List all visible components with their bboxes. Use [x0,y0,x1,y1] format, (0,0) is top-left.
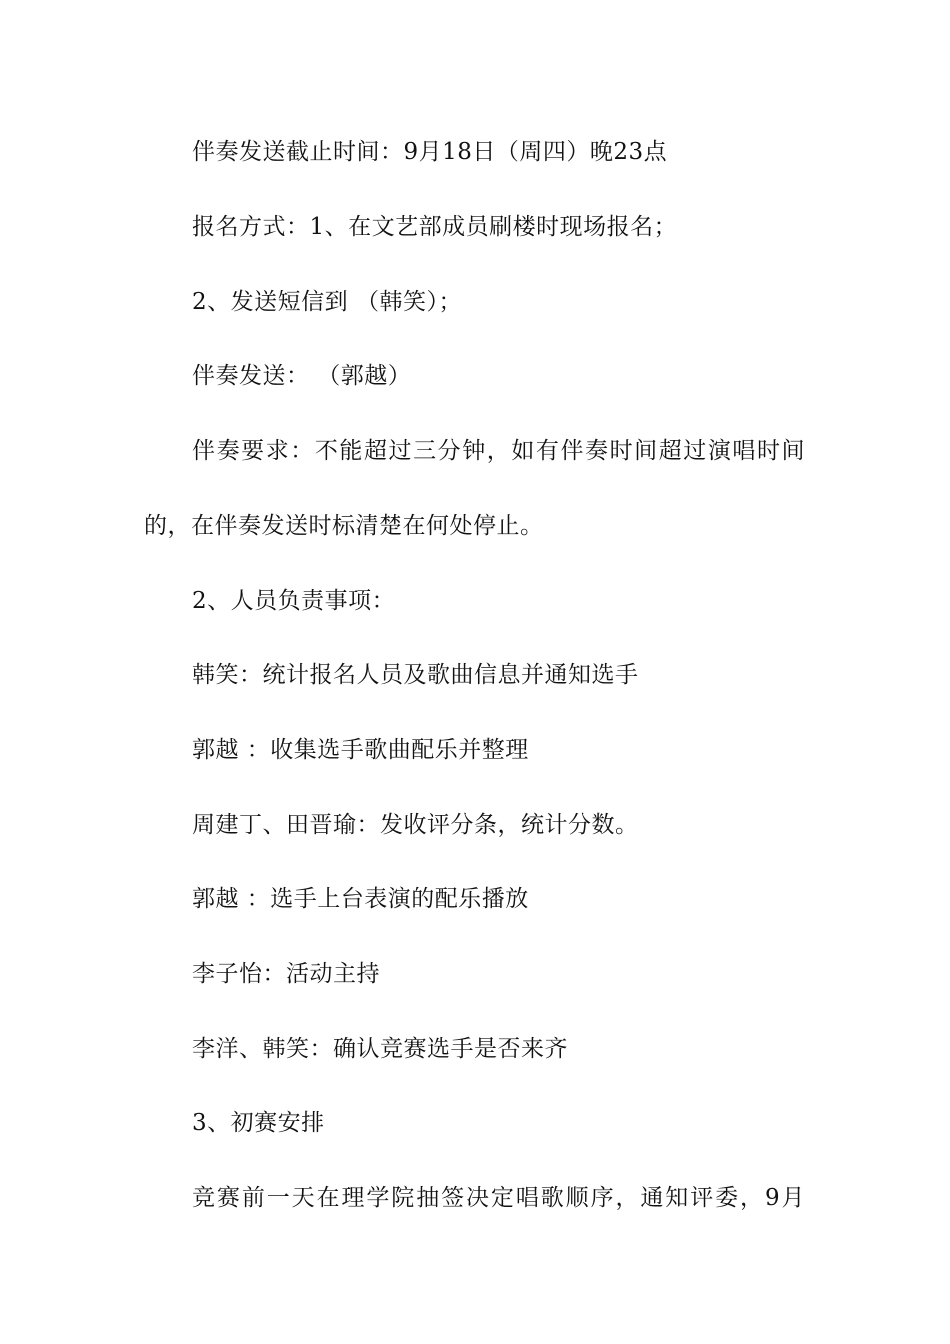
duty-line-attendance: 李洋、韩笑：确认竞赛选手是否来齐 [192,1036,568,1062]
accompaniment-deadline-line: 伴奏发送截止时间：9月18日（周四）晚23点 [192,139,668,165]
duty-line-guoyue-playback: 郭越 ：选手上台表演的配乐播放 [192,886,529,912]
preliminary-arrangement-heading: 3、初赛安排 [192,1110,325,1136]
accompaniment-requirement-continued-line: 的，在伴奏发送时标清楚在何处停止。 [144,513,544,539]
duty-line-guoyue-music: 郭越 ：收集选手歌曲配乐并整理 [192,737,529,763]
duty-line-hanxiao: 韩笑：统计报名人员及歌曲信息并通知选手 [192,662,639,688]
preliminary-arrangement-line: 竞赛前一天在理学院抽签决定唱歌顺序，通知评委，9月 [192,1185,805,1211]
accompaniment-requirement-line: 伴奏要求：不能超过三分钟，如有伴奏时间超过演唱时间 [192,438,805,464]
registration-method-line: 报名方式：1、在文艺部成员刷楼时现场报名； [192,214,678,240]
duty-line-host: 李子怡：活动主持 [192,961,380,987]
staff-duties-heading: 2、人员负责事项： [192,588,396,614]
accompaniment-send-line: 伴奏发送： （郭越） [192,363,412,389]
sms-registration-line: 2、发送短信到 （韩笑）； [192,289,462,315]
duty-line-scoring: 周建丁、田晋瑜：发收评分条，统计分数。 [192,812,639,838]
